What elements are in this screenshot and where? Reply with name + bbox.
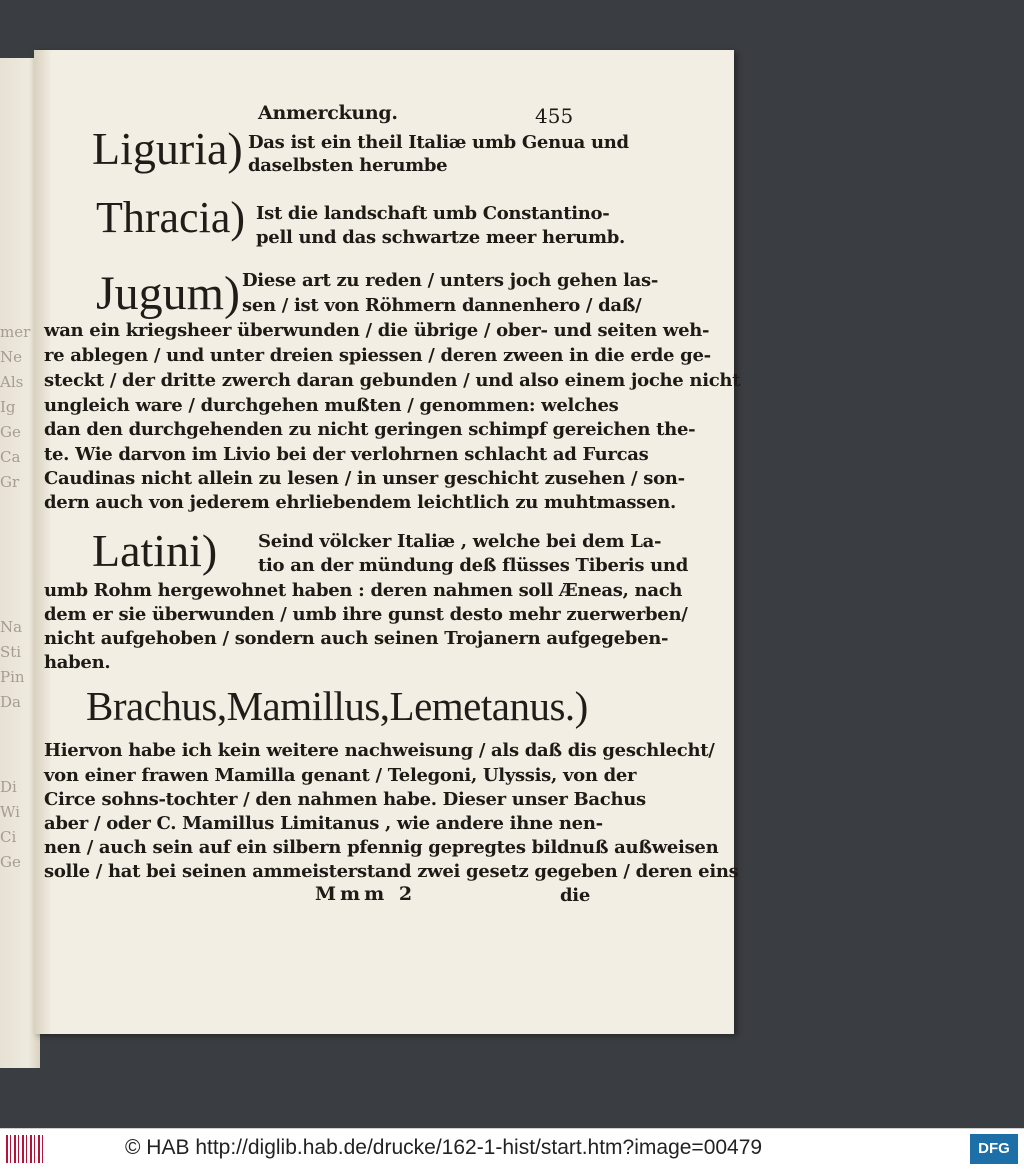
entry-line: Caudinas nicht allein zu lesen / in unser geschicht zusehen / son- <box>44 468 685 489</box>
entry-term-latini: Latini) <box>92 525 218 576</box>
page-number: 455 <box>535 104 574 128</box>
footer-bar <box>0 1128 1024 1169</box>
page-gutter <box>34 50 52 1034</box>
entry-line: Diese art zu reden / unters joch gehen las- <box>242 270 659 291</box>
entry-line: Ist die landschaft umb Constantino- <box>256 203 610 224</box>
entry-line: nicht aufgehoben / sondern auch seinen Trojanern aufgegeben- <box>44 628 669 649</box>
entry-line: aber / oder C. Mamillus Limitanus , wie andere ihne nen- <box>44 813 603 834</box>
signature-mark: Mmm 2 <box>315 883 417 905</box>
entry-line: wan ein kriegsheer überwunden / die übrige / ober- und seiten weh- <box>44 320 710 341</box>
entry-line: solle / hat bei seinen ammeisterstand zwei gesetz gegeben / deren eins <box>44 861 739 882</box>
entry-term-jugum: Jugum) <box>96 267 240 320</box>
entry-line: te. Wie darvon im Livio bei der verlohrnen schlacht ad Furcas <box>44 444 649 465</box>
entry-line: Seind völcker Italiæ , welche bei dem La- <box>258 531 662 552</box>
entry-line: dan den durchgehenden zu nicht geringen schimpf gereichen the- <box>44 419 696 440</box>
entry-line: tio an der mündung deß flüsses Tiberis und <box>258 555 688 576</box>
dfg-logo[interactable]: DFG <box>970 1134 1018 1164</box>
entry-line: Das ist ein theil Italiæ umb Genua und <box>248 132 629 153</box>
previous-page-edge: mer Ne Als Ig Ge Ca Gr Na Sti Pin Da Di Wi Ci Ge <box>0 58 40 1068</box>
entry-term-thracia: Thracia) <box>96 193 245 242</box>
entry-line: pell und das schwartze meer herumb. <box>256 227 625 248</box>
entry-line: steckt / der dritte zwerch daran gebunden / und also einem joche nicht <box>44 370 741 391</box>
entry-line: Circe sohns-tochter / den nahmen habe. Dieser unser Bachus <box>44 789 646 810</box>
entry-line: re ablegen / und unter dreien spiessen / deren zween in die erde ge- <box>44 345 711 366</box>
entry-line: haben. <box>44 652 111 673</box>
copyright-link[interactable]: © HAB http://diglib.hab.de/drucke/162-1-hist/start.htm?image=00479 <box>125 1136 763 1159</box>
entry-line: umb Rohm hergewohnet haben : deren nahmen soll Æneas, nach <box>44 580 683 601</box>
catchword: die <box>560 885 590 906</box>
entry-line: dem er sie überwunden / umb ihre gunst desto mehr zuerwerben/ <box>44 604 688 625</box>
running-header: Anmerckung. <box>258 102 398 124</box>
entry-line: von einer frawen Mamilla genant / Telegoni, Ulyssis, von der <box>44 765 637 786</box>
entry-term-brachus: Brachus,Mamillus,Lemetanus.) <box>86 683 588 729</box>
entry-line: ungleich ware / durchgehen mußten / genommen: welches <box>44 395 619 416</box>
entry-term-liguria: Liguria) <box>92 123 243 174</box>
entry-line: Hiervon habe ich kein weitere nachweisung / als daß dis geschlecht/ <box>44 740 715 761</box>
hab-barcode-icon <box>6 1135 46 1163</box>
entry-line: sen / ist von Röhmern dannenhero / daß/ <box>242 295 642 316</box>
entry-line: nen / auch sein auf ein silbern pfennig gepregtes bildnuß außweisen <box>44 837 719 858</box>
entry-line: daselbsten herumbe <box>248 155 448 176</box>
entry-line: dern auch von jederem ehrliebendem leichtlich zu muhtmassen. <box>44 492 677 513</box>
